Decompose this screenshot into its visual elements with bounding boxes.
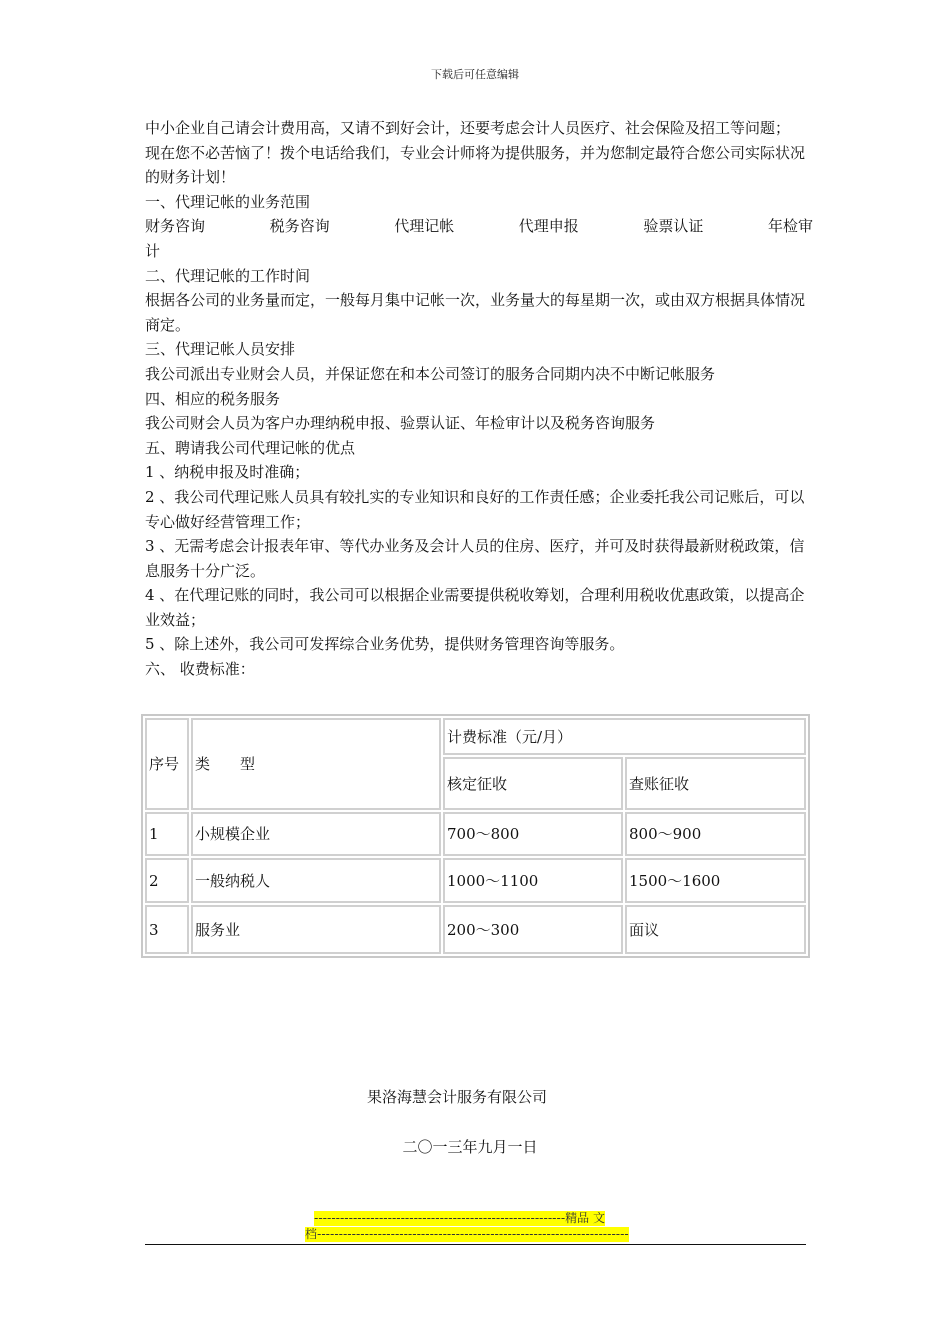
row-fixed: 1000～1100: [443, 858, 623, 903]
fee-table: [141, 714, 810, 958]
section-3-text: 我公司派出专业财会人员，并保证您在和本公司签订的服务合同期内决不中断记帐服务: [145, 364, 716, 383]
header-type: 类 型: [191, 718, 441, 810]
intro-paragraph-2: 现在您不必苦恼了！拨个电话给我们，专业会计师将为提供服务，并为您制定最符合您公司实际状况的财务计划！: [145, 143, 806, 187]
row-type: 服务业: [191, 905, 441, 954]
header-fee-standard: 计费标准（元/月）: [443, 718, 806, 755]
advantage-item: 2 、我公司代理记账人员具有较扎实的专业知识和良好的工作责任感；企业委托我公司记账后，可以专心做好经营管理工作；: [145, 487, 805, 531]
advantage-item: 5 、除上述外，我公司可发挥综合业务优势，提供财务管理咨询等服务。: [145, 635, 625, 654]
footer-rule: [145, 1244, 806, 1245]
service-list-wrap: 计: [145, 241, 161, 260]
service-item: 年检审: [767, 217, 813, 236]
row-type: 小规模企业: [191, 812, 441, 857]
section-5-title: 五、聘请我公司代理记帐的优点: [145, 438, 356, 457]
advantage-item: 4 、在代理记账的同时，我公司可以根据企业需要提供税收筹划，合理利用税收优惠政策，以提高企业效益；: [145, 586, 805, 629]
service-item: 代理申报: [518, 217, 579, 236]
intro-paragraph-1: 中小企业自己请会计费用高，又请不到好会计，还要考虑会计人员医疗、社会保险及招工等问题；: [145, 119, 791, 137]
row-fixed: 700～800: [443, 812, 623, 857]
company-name: 果洛海慧会计服务有限公司: [366, 1088, 547, 1106]
row-audit: 1500～1600: [625, 858, 806, 903]
service-list: [145, 214, 813, 239]
row-fixed: 200～300: [443, 905, 623, 954]
watermark-line-2: 档------------------------------------------------------------------------: [305, 1227, 629, 1241]
section-2-title: 二、代理记帐的工作时间: [145, 266, 311, 285]
section-2-text: 根据各公司的业务量而定，一般每月集中记帐一次，业务量大的每星期一次，或由双方根据具体情况商定。: [145, 291, 806, 334]
service-item: 验票认证: [643, 217, 704, 236]
service-item: 代理记帐: [394, 217, 455, 236]
watermark-line-1: ----------------------------------------------------------精品 文: [314, 1211, 605, 1225]
header-no: 序号: [145, 718, 189, 810]
row-audit: 800～900: [625, 812, 806, 857]
table-row: [145, 858, 806, 903]
section-4-title: 四、相应的税务服务: [145, 389, 281, 408]
table-row: [145, 812, 806, 857]
section-1-title: 一、代理记帐的业务范围: [145, 192, 311, 211]
section-3-title: 三、代理记帐人员安排: [145, 340, 296, 359]
document-body: [145, 116, 813, 682]
service-item: 税务咨询: [269, 217, 330, 236]
service-item: 财务咨询: [145, 217, 206, 236]
row-no: 2: [145, 858, 189, 903]
section-4-text: 我公司财会人员为客户办理纳税申报、验票认证、年检审计以及税务咨询服务: [145, 414, 656, 433]
row-audit: 面议: [625, 905, 806, 954]
header-fixed-collection: 核定征收: [443, 757, 623, 810]
section-6-title: 六、 收费标准：: [145, 660, 255, 679]
header-note: 下载后可任意编辑: [431, 68, 519, 81]
header-audit-collection: 查账征收: [625, 757, 806, 810]
table-row: [145, 905, 806, 954]
advantage-item: 3 、无需考虑会计报表年审、等代办业务及会计人员的住房、医疗，并可及时获得最新财税政策，信息服务十分广泛。: [145, 537, 805, 580]
advantage-item: 1 、纳税申报及时准确；: [145, 463, 310, 482]
row-no: 3: [145, 905, 189, 954]
document-date: 二〇一三年九月一日: [402, 1138, 538, 1156]
row-no: 1: [145, 812, 189, 857]
row-type: 一般纳税人: [191, 858, 441, 903]
